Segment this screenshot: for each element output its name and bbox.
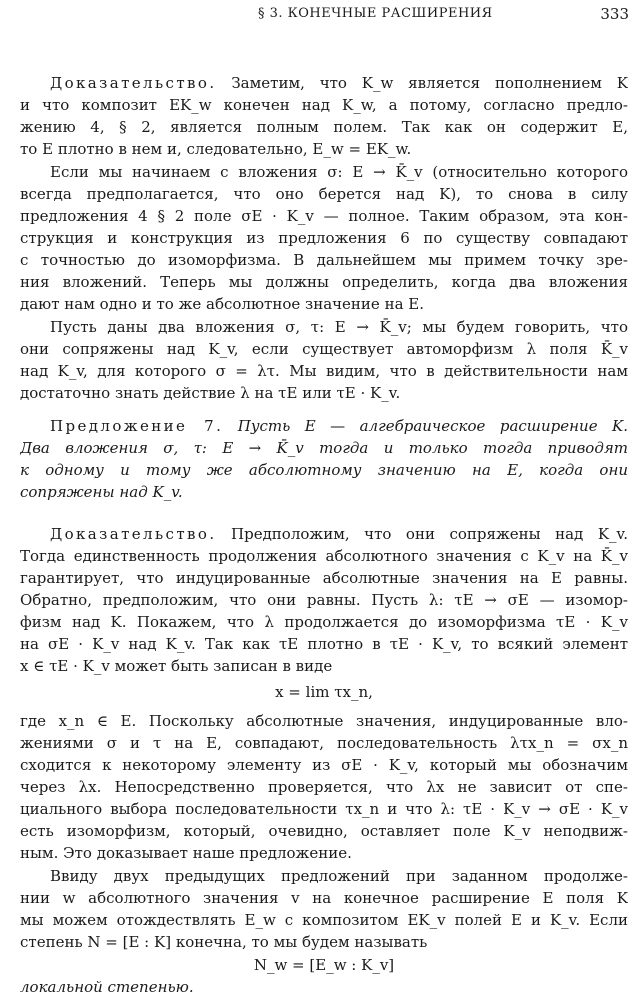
line-text: Обратно, предположим, что они равны. Пусть λ: τE → σE — изомор- (20, 591, 628, 609)
line-text: и что композит EK_w конечен над K_w, а потому, согласно предло- (20, 96, 628, 114)
line-text: Два вложения σ, τ: E → K̄_v тогда и только тогда приводят (20, 439, 628, 457)
line-text: дают нам одно и то же абсолютное значение на E. (20, 295, 424, 313)
line-text: ным. Это доказывает наше предложение. (20, 844, 352, 862)
text-line (20, 756, 628, 774)
text-line (20, 613, 628, 631)
line-text: физм над K. Покажем, что λ продолжается до изоморфизма τE · K_v (20, 613, 628, 631)
text-line (20, 657, 628, 675)
line-text: нии w абсолютного значения v на конечное расширение E поля K (20, 889, 628, 907)
text-line (20, 778, 628, 796)
line-text: на σE · K_v над K_v. Так как τE плотно в τE · K_v, то всякий элемент (20, 635, 628, 653)
line-text: через λx. Непосредственно проверяется, что λx не зависит от спе- (20, 778, 628, 796)
text-line (20, 318, 628, 336)
line-text: Пусть даны два вложения σ, τ: E → K̄_v; мы будем говорить, что (50, 318, 628, 336)
text-line (20, 822, 628, 840)
text-line (20, 635, 628, 653)
text-line (20, 461, 628, 479)
text-line (20, 207, 628, 225)
line-text: циального выбора последовательности τx_n и что λ: τE · K_v → σE · K_v (20, 800, 628, 818)
run-in-heading: Доказательство. (50, 525, 217, 543)
line-text: струкция и конструкция из предложения 6 по существу совпадают (20, 229, 628, 247)
line-text: ния вложений. Теперь мы должны определить, когда два вложения (20, 273, 628, 291)
text-line (20, 591, 628, 609)
text-line (20, 74, 628, 92)
text-line (20, 163, 628, 181)
text-line (20, 229, 628, 247)
line-text: предложения 4 § 2 поле σE · K_v — полное. Таким образом, эта кон- (20, 207, 628, 225)
text-line (20, 439, 628, 457)
text-line (20, 525, 628, 543)
text-line (20, 889, 628, 907)
text-line (20, 340, 628, 358)
text-line (20, 956, 628, 974)
text-line (20, 251, 628, 269)
line-text: локальной степенью. (20, 978, 194, 996)
text-line (20, 295, 628, 313)
line-text: жениями σ и τ на E, совпадают, последовательность λτx_n = σx_n (20, 734, 628, 752)
run-in-heading: Предложение 7. (50, 417, 224, 435)
line-text: Пусть E — алгебраическое расширение K. (223, 417, 628, 435)
line-text: они сопряжены над K_v, если существует автоморфизм λ поля K̄_v (20, 340, 628, 358)
running-header-title: § 3. КОНЕЧНЫЕ РАСШИРЕНИЯ (258, 6, 493, 21)
text-line (20, 362, 628, 380)
line-text: к одному и тому же абсолютному значению на E, когда они (20, 461, 628, 479)
line-text: Предположим, что они сопряжены над K_v. (216, 525, 628, 543)
text-line (20, 96, 628, 114)
line-text: степень N = [E : K] конечна, то мы будем называть (20, 933, 428, 951)
text-line (20, 273, 628, 291)
text-line (20, 118, 628, 136)
line-text: x = lim τx_n, (275, 683, 373, 701)
page-number: 333 (600, 5, 629, 23)
line-text: то E плотно в нем и, следовательно, E_w = EK_w. (20, 140, 412, 158)
line-text: Если мы начинаем с вложения σ: E → K̄_v (относительно которого (50, 163, 628, 181)
line-text: жению 4, § 2, является полным полем. Так как он содержит E, (20, 118, 628, 136)
text-line (20, 569, 628, 587)
line-text: N_w = [E_w : K_v] (253, 956, 395, 974)
text-line (20, 384, 628, 402)
text-line (20, 683, 628, 701)
line-text: Ввиду двух предыдущих предложений при заданном продолже- (50, 867, 628, 885)
line-text: сопряжены над K_v. (20, 483, 183, 501)
line-text: достаточно знать действие λ на τE или τE · K_v. (20, 384, 401, 402)
line-text: x ∈ τE · K_v может быть записан в виде (20, 657, 333, 675)
line-text: мы можем отождествлять E_w с композитом EK_v полей E и K_v. Если (20, 911, 628, 929)
line-text: есть изоморфизм, который, очевидно, оставляет поле K_v неподвиж- (20, 822, 628, 840)
text-line (20, 867, 628, 885)
text-line (20, 547, 628, 565)
line-text: всегда предполагается, что оно берется над K), то снова в силу (20, 185, 628, 203)
text-line (20, 933, 628, 951)
line-text: гарантирует, что индуцированные абсолютные значения на E равны. (20, 569, 628, 587)
line-text: над K_v, для которого σ = λτ. Мы видим, что в действительности нам (20, 362, 628, 380)
text-line (20, 185, 628, 203)
text-line (20, 483, 628, 501)
text-line (20, 844, 628, 862)
text-line (20, 800, 628, 818)
run-in-heading: Доказательство. (50, 74, 217, 92)
line-text: с точностью до изоморфизма. В дальнейшем мы примем точку зре- (20, 251, 628, 269)
line-text: где x_n ∈ E. Поскольку абсолютные значения, индуцированные вло- (20, 712, 628, 730)
line-text: сходится к некоторому элементу из σE · K_v, который мы обозначим (20, 756, 628, 774)
text-line (20, 712, 628, 730)
line-text: Заметим, что K_w является пополнением K (216, 74, 628, 92)
text-line (20, 417, 628, 435)
text-line (20, 911, 628, 929)
text-line (20, 978, 628, 996)
text-line (20, 734, 628, 752)
text-line (20, 140, 628, 158)
line-text: Тогда единственность продолжения абсолютного значения с K_v на K̄_v (20, 547, 628, 565)
